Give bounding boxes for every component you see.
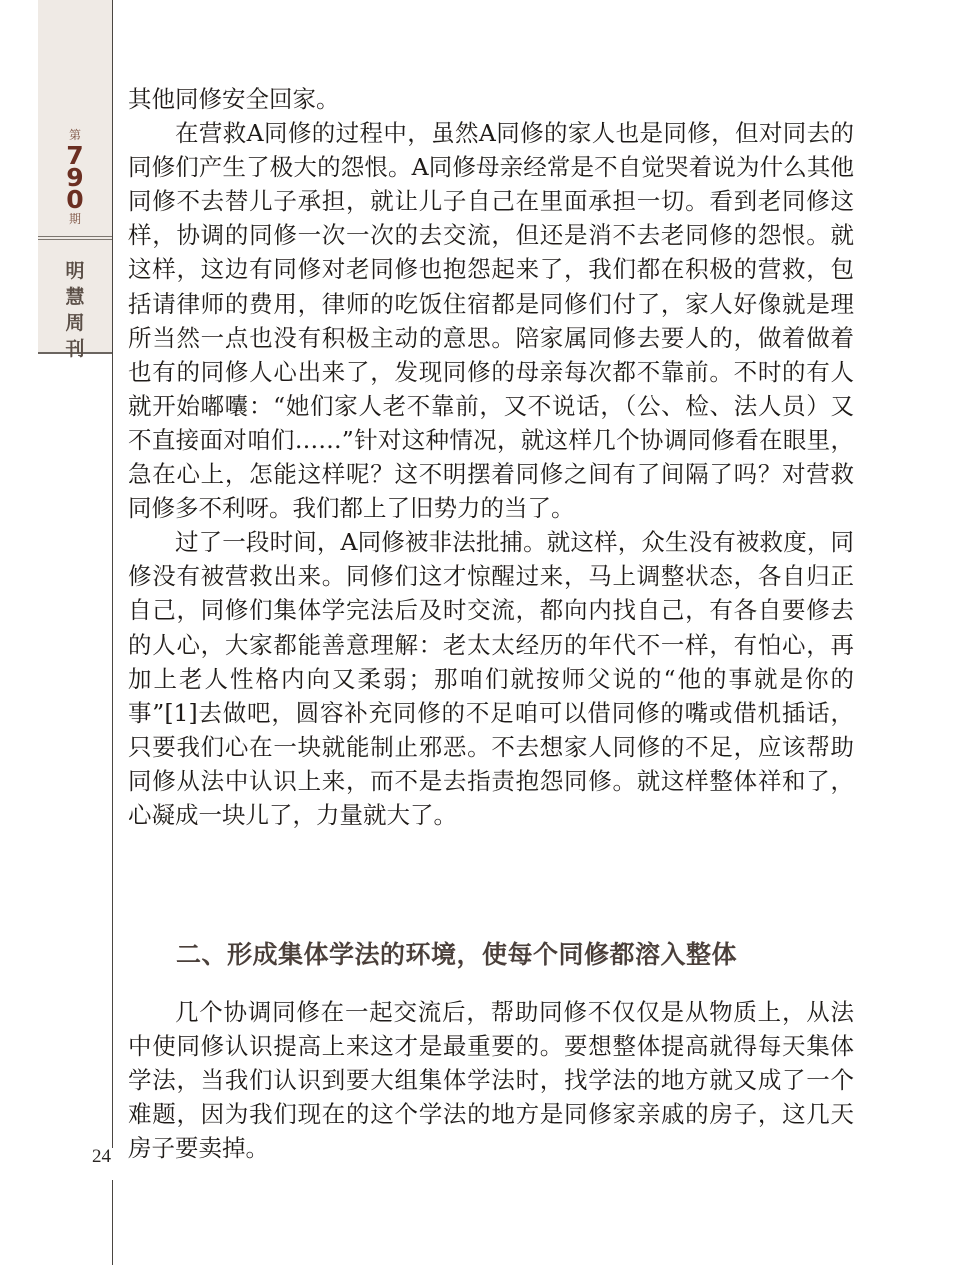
section-heading: 二、形成集体学法的环境，使每个同修都溶入整体 — [176, 940, 738, 969]
article-body-section-1 — [128, 82, 854, 832]
sidebar-divider — [38, 236, 112, 240]
paragraph: 几个协调同修在一起交流后，帮助同修不仅仅是从物质上，从法中使同修认识提高上来这才是最重要的。要想整体提高就得每天集体学法，当我们认识到要大组集体学法时，找学法的地方就又成了一个难题，因为我们现在的这个学法的地方是同修家亲戚的房子，这几天房子要卖掉。 — [128, 998, 854, 1163]
magazine-title-char: 明 — [65, 260, 85, 282]
article-body-section-2 — [128, 995, 854, 1165]
margin-rule-top — [112, 0, 113, 1148]
magazine-title — [38, 258, 112, 362]
issue-suffix: 期 — [68, 212, 81, 226]
magazine-title-char: 刊 — [65, 338, 85, 360]
page-number: 24 — [92, 1146, 111, 1167]
paragraph-continuation: 其他同修安全回家。 — [128, 85, 340, 113]
issue-prefix: 第 — [68, 128, 81, 142]
paragraph: 在营救A同修的过程中，虽然A同修的家人也是同修，但对同去的同修们产生了极大的怨恨。A同修母亲经常是不自觉哭着说为什么其他同修不去替儿子承担，就让儿子自己在里面承担一切。看到老同修这样，协调的同修一次一次的去交流，但还是消不去老同修的怨恨。就这样，这边有同修对老同修也抱怨起来了，我们都在积极的营救，包括请律师的费用，律师的吃饭住宿都是同修们付了，家人好像就是理所当然一点也没有积极主动的意思。陪家属同修去要人的，做着做着也有的同修人心出来了，发现同修的母亲每次都不靠前。不时的有人就开始嘟囔：“她们家人老不靠前，又不说话，（公、检、法人员）又不直接面对咱们……”针对这种情况，就这样几个协调同修看在眼里，急在心上，怎能这样呢？这不明摆着同修之间有了间隔了吗？对营救同修多不利呀。我们都上了旧势力的当了。 — [128, 119, 854, 523]
issue-digit: 0 — [66, 185, 84, 214]
issue-digit: 9 — [66, 163, 84, 192]
issue-number — [38, 141, 112, 214]
margin-rule-bottom — [112, 1180, 113, 1265]
magazine-title-char: 周 — [65, 312, 85, 334]
paragraph: 过了一段时间，A同修被非法批捕。就这样，众生没有被救度，同修没有被营救出来。同修们这才惊醒过来，马上调整状态，各自归正自己，同修们集体学完法后及时交流，都向内找自己，有各自要修去的人心，大家都能善意理解：老太太经历的年代不一样，有怕心，再加上老人性格内向又柔弱；那咱们就按师父说的“他的事就是你的事”[1]去做吧，圆容补充同修的不足咱可以借同修的嘴或借机插话，只要我们心在一块就能制止邪恶。不去想家人同修的不足，应该帮助同修从法中认识上来，而不是去指责抱怨同修。就这样整体祥和了，心凝成一块儿了，力量就大了。 — [128, 528, 854, 829]
magazine-title-char: 慧 — [65, 286, 85, 308]
issue-digit: 7 — [66, 141, 84, 170]
